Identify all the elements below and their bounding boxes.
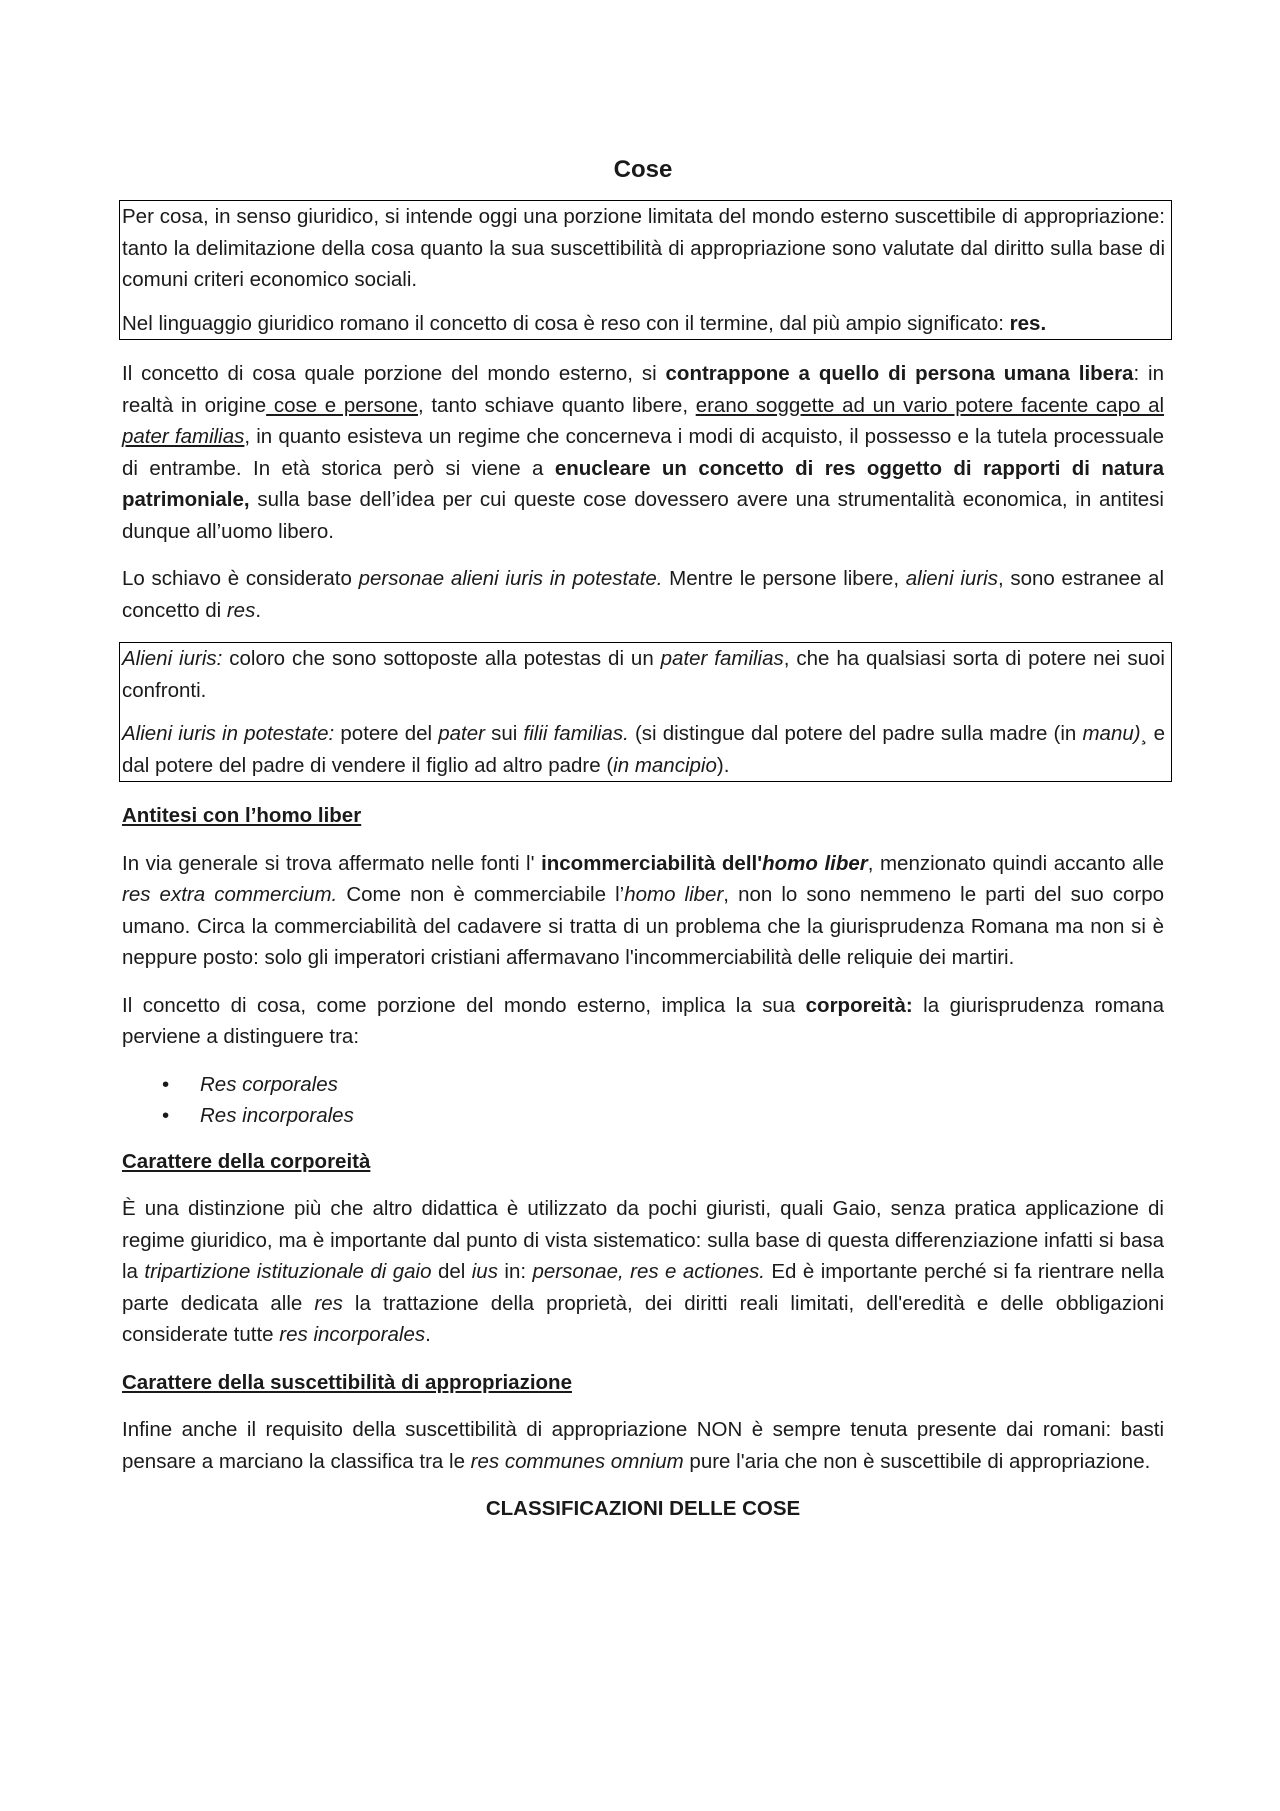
italic-span: alieni iuris [905, 567, 998, 590]
italic-span: res incorporales [279, 1323, 426, 1346]
classificazioni-heading: CLASSIFICAZIONI DELLE COSE [485, 1497, 801, 1520]
definition-text: Per cosa, in senso giuridico, si intende oggi una porzione limitata del mondo esterno suscettibile di appropriazione: tanto la delimitazione della cosa quanto la sua suscettibilità di appropriazione sono valutate dal diritto sulla base di comuni criteri economico sociali. [122, 205, 1165, 291]
appropriazione-paragraph [122, 1414, 1164, 1477]
bold-span: corporeità: [805, 993, 913, 1017]
schiavo-paragraph [122, 563, 1164, 626]
list-item-text: Res corporales [200, 1072, 338, 1096]
italic-span: res extra commercium. [122, 883, 338, 906]
alieni-iuris-box [119, 642, 1172, 782]
italic-span: tripartizione istituzionale di gaio [144, 1260, 432, 1283]
bold-italic-span: homo liber [762, 851, 868, 875]
italic-span: res communes omnium [470, 1449, 684, 1473]
text-span: , non lo sono nemmeno le parti del suo corpo umano. Circa la commerciabilità del cadavere si tratta di un problema che la giurisprudenza Romana ma non si è neppure posto: solo gli imperatori cristiani affermavano l'incommerciabilità delle reliquie dei martiri. [122, 883, 1164, 969]
text-span: (si distingue dal potere del padre sulla madre (in [628, 722, 1083, 745]
text-span: pure l'aria che non è suscettibile di appropriazione. [683, 1449, 1151, 1473]
res-text: Nel linguaggio giuridico romano il concetto di cosa è reso con il termine, dal più ampio significato: [122, 311, 1010, 335]
text-span: la giurisprudenza romana perviene a distinguere tra: [122, 993, 1164, 1048]
italic-span: res [226, 598, 256, 622]
text-span: , tanto schiave quanto libere, [417, 393, 696, 417]
italic-span: homo liber [624, 883, 724, 906]
bold-span: contrappone a quello di persona umana libera [665, 362, 1134, 385]
text-span: . [255, 598, 262, 622]
alieni-iuris-potestate-paragraph [122, 718, 1165, 781]
underline-italic-span: pater familias [122, 425, 245, 448]
section-heading-homo-liber: Antitesi con l’homo liber [122, 804, 362, 827]
text-span: Come non è commerciabile l’ [337, 883, 625, 906]
text-span: Il concetto di cosa, come porzione del mondo esterno, implica la sua [122, 993, 806, 1017]
text-span: ). [716, 753, 730, 777]
bullet-icon: • [162, 1104, 170, 1127]
text-span: sulla base dell’idea per cui queste cose dovessero avere una strumentalità economica, in antitesi dunque all’uomo libero. [122, 488, 1164, 543]
text-span: È una distinzione più che altro didattica è utilizzato da pochi giuristi, quali Gaio, senza pratica applicazione di regime giuridico, ma è importante dal punto di vista sistematico: sulla base di questa differenziazione infatti si basa la [122, 1197, 1164, 1283]
text-span: In via generale si trova affermato nelle fonti l' [122, 851, 542, 875]
italic-span: in mancipio [613, 753, 717, 777]
text-span: Mentre le persone libere, [662, 567, 906, 590]
text-span: sui [484, 722, 524, 745]
text-span: ¸ e dal potere del padre di vendere il figlio ad altro padre ( [122, 722, 1165, 777]
text-span: Infine anche il requisito della suscettibilità di appropriazione NON è sempre tenuta presente dai romani: basti pensare a marciano la classifica tra le [122, 1418, 1164, 1473]
underline-span: erano soggette ad un vario potere facente capo al [695, 393, 1165, 417]
text-span: : in realtà in origine [122, 362, 1164, 417]
italic-span: res [314, 1291, 343, 1315]
list-item [162, 1100, 1164, 1132]
italic-span: Alieni iuris in potestate: [122, 722, 335, 745]
text-span: , in quanto esisteva un regime che concerneva i modi di acquisto, il possesso e la tutela processuale di entrambe. In età storica però si viene a [122, 425, 1164, 480]
corporeita-paragraph [122, 990, 1164, 1053]
section-heading-corporeita: Carattere della corporeità [122, 1149, 371, 1173]
text-span: in: [497, 1260, 533, 1283]
italic-span: filii familias. [523, 722, 629, 745]
underline-span: cose e persone [266, 393, 418, 417]
text-span: Il concetto di cosa quale porzione del mondo esterno, si [122, 362, 666, 385]
italic-span: manu) [1082, 722, 1141, 745]
bold-span: enucleare un concetto di res oggetto di rapporti di natura patrimoniale, [122, 456, 1165, 511]
text-span: Lo schiavo è considerato [122, 567, 359, 590]
italic-span: personae, res e actiones. [532, 1260, 765, 1283]
definition-box [119, 200, 1172, 340]
text-span: , menzionato quindi accanto alle [867, 851, 1164, 875]
page-title: Cose [613, 156, 673, 183]
text-span: del [431, 1260, 472, 1283]
corporeita-detail-paragraph [122, 1193, 1164, 1351]
text-span: potere del [334, 722, 439, 745]
italic-span: pater [438, 722, 485, 745]
text-span: coloro che sono sottoposte alla potestas di un [222, 647, 661, 670]
res-term: res. [1009, 311, 1047, 335]
text-span: . [425, 1323, 431, 1346]
italic-span: ius [471, 1260, 498, 1283]
list-item-text: Res incorporales [200, 1104, 354, 1127]
text-span: , sono estranee al concetto di [122, 567, 1165, 622]
section-heading-appropriazione: Carattere della suscettibilità di appropriazione [122, 1370, 572, 1394]
res-bullet-list [122, 1069, 1164, 1132]
text-span: la trattazione della proprietà, dei diritti reali limitati, dell'eredità e delle obbligazioni considerate tutte [122, 1291, 1164, 1346]
alieni-iuris-paragraph [122, 643, 1165, 706]
document-content [122, 154, 1164, 1525]
persona-paragraph [122, 358, 1164, 547]
italic-span: personae alieni iuris in potestate. [358, 567, 663, 590]
res-paragraph [122, 308, 1165, 340]
bold-span: incommerciabilità dell' [541, 851, 763, 875]
italic-span: pater familias [660, 647, 784, 670]
list-item [162, 1069, 1164, 1101]
bullet-icon: • [162, 1072, 170, 1096]
italic-span: Alieni iuris: [122, 647, 223, 670]
homo-liber-paragraph [122, 848, 1164, 974]
text-span: Ed è importante perché si fa rientrare nella parte dedicata alle [122, 1260, 1165, 1315]
definition-paragraph [122, 201, 1165, 296]
text-span: , che ha qualsiasi sorta di potere nei suoi confronti. [122, 647, 1165, 702]
